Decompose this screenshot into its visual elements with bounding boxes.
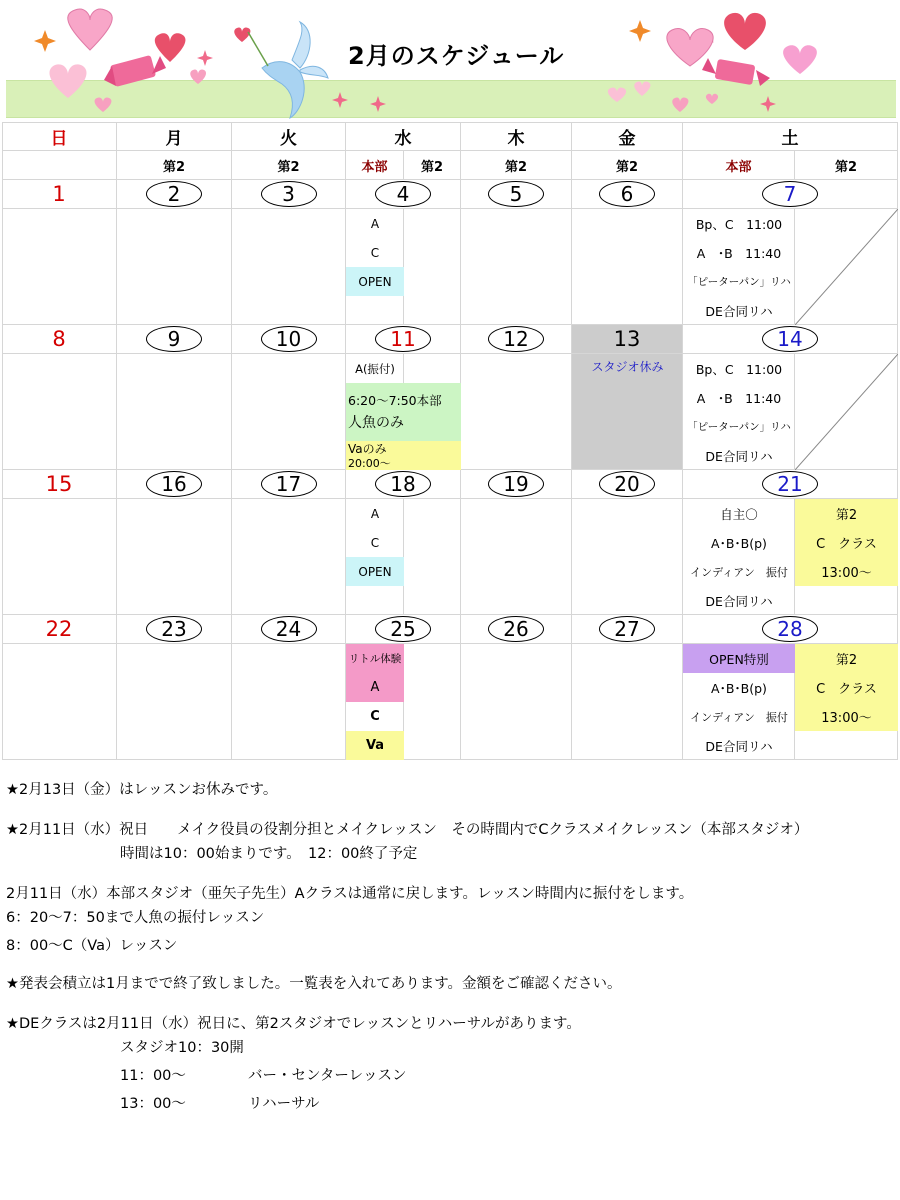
day-number-cell — [117, 325, 232, 354]
wed-class-item: A — [370, 216, 380, 231]
day-number-cell — [683, 615, 898, 644]
weekday-3: 水 — [346, 122, 461, 151]
wed-class-item: リトル体験 — [346, 644, 404, 673]
sat-dai2-item: 13:00～ — [821, 566, 872, 581]
day-number-cell — [346, 325, 461, 354]
day-number-cell — [117, 180, 232, 209]
wed-class-item: C — [370, 709, 380, 724]
wed-class-item: OPEN — [346, 267, 404, 296]
day-number-cell — [461, 180, 572, 209]
day-block — [461, 499, 572, 615]
day-number-circled: 5 — [488, 181, 544, 207]
day-number-cell — [232, 615, 346, 644]
day-number-cell — [346, 470, 461, 499]
wed-class-item: C — [370, 245, 380, 260]
sat-class-item: DE合同リハ — [705, 738, 773, 754]
day-number: 13 — [613, 327, 641, 351]
subheader-5: 第2 — [572, 151, 683, 180]
day-number-cell — [2, 615, 117, 644]
note-savings: ★発表会積立は1月までで終了致しました。一覧表を入れてあります。金額をご確認ください。 — [6, 976, 622, 992]
day-number-circled: 14 — [762, 326, 818, 352]
weekday-6: 土 — [683, 122, 898, 151]
wed-ningyo-time: 6:20～7:50本部 — [348, 393, 442, 408]
day-block — [232, 499, 346, 615]
day-number-circled: 21 — [762, 471, 818, 497]
weekday-4: 木 — [461, 122, 572, 151]
studio-closed-label: スタジオ休み — [591, 359, 664, 374]
day-number-cell — [232, 470, 346, 499]
day-number-cell — [2, 180, 117, 209]
day-block — [117, 499, 232, 615]
subheader-2: 本部 — [346, 151, 404, 180]
day-number-cell — [346, 180, 461, 209]
weekday-1: 月 — [117, 122, 232, 151]
diagonal-line — [795, 354, 898, 470]
sat-class-item: DE合同リハ — [705, 593, 773, 609]
day-number-cell — [461, 615, 572, 644]
sat-class-item: A ･B 11:40 — [696, 390, 782, 406]
day-block — [404, 209, 461, 325]
day-number-cell — [232, 325, 346, 354]
day-number-cell — [117, 615, 232, 644]
sat-dai2-item: C クラス — [816, 537, 877, 552]
note-holiday-13: ★2月13日（金）はレッスンお休みです。 — [6, 782, 278, 798]
day-number-circled: 6 — [599, 181, 655, 207]
day-number-circled: 18 — [375, 471, 431, 497]
sat-class-item: A･B･B(p) — [711, 535, 767, 551]
day-block — [117, 644, 232, 760]
day-number-circled: 4 — [375, 181, 431, 207]
note-studio-open: スタジオ10：30開 — [120, 1040, 244, 1056]
note-va-lesson: 8：00～C（Va）レッスン — [6, 938, 178, 954]
subheader-3: 第2 — [404, 151, 461, 180]
day-block — [404, 499, 461, 615]
day-number-cell — [683, 180, 898, 209]
wed-a-furitsuke: A(振付) — [355, 361, 395, 376]
day-number-circled: 28 — [762, 616, 818, 642]
subheader-0: 第2 — [117, 151, 232, 180]
sat-class-item: インディアン 振付 — [690, 710, 788, 724]
day-number-circled: 23 — [146, 616, 202, 642]
day-number: 8 — [52, 327, 66, 351]
sat-class-item: A ･B 11:40 — [696, 245, 782, 261]
day-block — [2, 499, 117, 615]
sat-class-item: DE合同リハ — [705, 303, 773, 319]
wed-va-only: Vaのみ — [348, 442, 387, 456]
note-de-class: ★DEクラスは2月11日（水）祝日に、第2スタジオでレッスンとリハーサルがあります。 — [6, 1016, 581, 1032]
day-number-cell — [683, 470, 898, 499]
note-honbu-a-class: 2月11日（水）本部スタジオ（亜矢子先生）Aクラスは通常に戻します。レッスン時間内に振付をします。 — [6, 886, 694, 902]
day-number-circled: 11 — [375, 326, 431, 352]
sat-dai2-item: C クラス — [816, 682, 877, 697]
note-time-1300: 13：00～ — [120, 1096, 186, 1112]
day-number-cell — [572, 470, 683, 499]
day-number-circled: 7 — [762, 181, 818, 207]
day-number-circled: 24 — [261, 616, 317, 642]
subheader-7: 第2 — [795, 151, 898, 180]
wed-class-item: Va — [346, 731, 404, 760]
subheader-1: 第2 — [232, 151, 346, 180]
day-number-cell — [572, 615, 683, 644]
note-time-1100: 11：00～ — [120, 1068, 186, 1084]
note-make-time: 時間は10：00始まりです。 12：00終了予定 — [120, 846, 418, 862]
sat-class-item: Bp、C 11:00 — [695, 361, 783, 377]
sat-class-item: インディアン 振付 — [690, 565, 788, 579]
day-block — [232, 354, 346, 470]
day-number: 15 — [45, 472, 73, 496]
day-block — [2, 354, 117, 470]
diagonal-line — [795, 209, 898, 325]
wed-va-time: 20:00～ — [348, 456, 391, 470]
day-number-cell — [2, 325, 117, 354]
day-number-cell — [117, 470, 232, 499]
day-block — [2, 644, 117, 760]
day-block — [461, 644, 572, 760]
page-title: 2月のスケジュール — [348, 42, 565, 70]
day-number-cell — [461, 325, 572, 354]
day-number: 22 — [45, 617, 73, 641]
day-number-circled: 2 — [146, 181, 202, 207]
day-number-circled: 12 — [488, 326, 544, 352]
sat-class-item: 自主〇 — [720, 506, 758, 522]
day-number-circled: 19 — [488, 471, 544, 497]
weekday-5: 金 — [572, 122, 683, 151]
day-number-cell — [461, 470, 572, 499]
day-block — [117, 354, 232, 470]
day-block — [2, 209, 117, 325]
sat-dai2-item: 第2 — [835, 508, 858, 523]
sat-dai2-item: 第2 — [835, 653, 858, 668]
note-bar-center: バー・センターレッスン — [248, 1068, 407, 1084]
day-block — [461, 354, 572, 470]
header-banner — [0, 0, 900, 124]
wed-class-item: A — [346, 673, 404, 702]
day-number-cell — [2, 470, 117, 499]
day-number-cell — [232, 180, 346, 209]
wed-class-item: C — [370, 535, 380, 550]
subheader-6: 本部 — [683, 151, 795, 180]
day-number: 1 — [52, 182, 66, 206]
calendar-grid — [2, 122, 898, 760]
day-number-circled: 20 — [599, 471, 655, 497]
day-number-cell — [572, 180, 683, 209]
wed-class-item: A — [370, 506, 380, 521]
day-number-circled: 16 — [146, 471, 202, 497]
day-number-circled: 27 — [599, 616, 655, 642]
sat-class-item: 「ピーターパン」リハ — [687, 421, 791, 433]
sat-class-item: Bp、C 11:00 — [695, 216, 783, 232]
note-ningyo-lesson: 6：20～7：50まで人魚の振付レッスン — [6, 910, 265, 926]
day-block — [404, 644, 461, 760]
weekday-2: 火 — [232, 122, 346, 151]
sat-class-item: DE合同リハ — [705, 448, 773, 464]
day-number-cell — [572, 325, 683, 354]
day-number-circled: 3 — [261, 181, 317, 207]
day-number-circled: 9 — [146, 326, 202, 352]
sat-dai2-item: 13:00～ — [821, 711, 872, 726]
sat-class-item: 「ピーターパン」リハ — [687, 276, 791, 288]
note-make-lesson: ★2月11日（水）祝日 メイク役員の役割分担とメイクレッスン その時間内でCクラスメイクレッスン（本部スタジオ） — [6, 822, 809, 838]
day-number-circled: 10 — [261, 326, 317, 352]
day-number-circled: 17 — [261, 471, 317, 497]
subheader-sun — [2, 151, 117, 180]
day-block — [572, 209, 683, 325]
day-block — [461, 209, 572, 325]
day-block — [232, 209, 346, 325]
day-block — [232, 644, 346, 760]
note-rehearsal: リハーサル — [248, 1096, 320, 1112]
day-number-cell — [346, 615, 461, 644]
day-block — [572, 499, 683, 615]
wed-ningyo-only: 人魚のみ — [348, 415, 404, 431]
day-block — [117, 209, 232, 325]
day-number-cell — [683, 325, 898, 354]
day-block — [572, 644, 683, 760]
sat-class-item: OPEN特別 — [683, 644, 795, 673]
wed-class-item: OPEN — [346, 557, 404, 586]
sat-class-item: A･B･B(p) — [711, 680, 767, 696]
day-number-circled: 25 — [375, 616, 431, 642]
weekday-0: 日 — [2, 122, 117, 151]
day-number-circled: 26 — [488, 616, 544, 642]
subheader-4: 第2 — [461, 151, 572, 180]
